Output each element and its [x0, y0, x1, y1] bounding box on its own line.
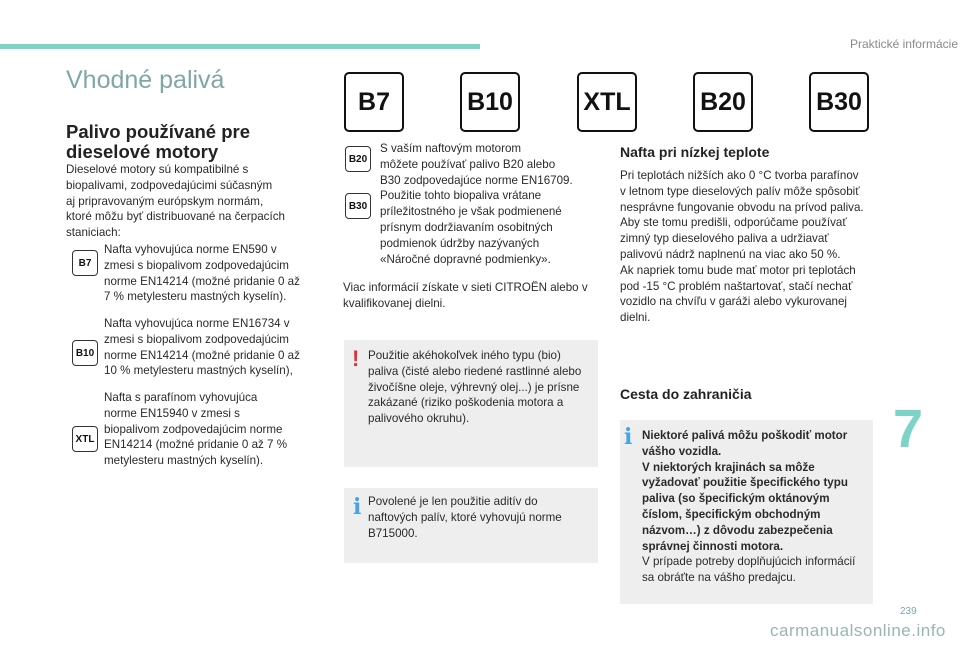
- badge-b10: B10: [72, 340, 98, 366]
- text-line: sa obráťte na vášho predajcu.: [642, 571, 796, 585]
- text-line: zimný typ dieselového paliva a udržiavať: [620, 232, 829, 246]
- info-icon: i: [624, 424, 633, 450]
- text-line: Dieselové motory sú kompatibilné s: [66, 163, 249, 176]
- text-line: zmesi s biopalivom zodpovedajúcim: [104, 258, 289, 272]
- fuel-item-b10: [104, 316, 319, 379]
- text-line: Ak napriek tomu bude mať motor pri teplotách: [620, 263, 856, 277]
- text-line: B715000.: [368, 526, 418, 540]
- text-line: Pri teplotách nižších ako 0 °C tvorba parafínov: [620, 169, 859, 182]
- text-line: zmesi s biopalivom zodpovedajúcim: [104, 332, 289, 346]
- text-line: paliva (čisté alebo riedené rastlinné alebo: [368, 364, 582, 378]
- text-line: nesprávne fungovanie obvodu na prívod paliva.: [620, 200, 864, 214]
- text-line: norme EN15940 v zmesi s: [104, 406, 240, 420]
- diesel-heading: [66, 122, 250, 162]
- text-line: metylesteru mastných kyselín).: [104, 454, 264, 468]
- text-line: B30 zodpovedajúce norme EN16709.: [380, 173, 573, 187]
- text-line: V prípade potreby doplňujúcich informácií: [642, 555, 856, 569]
- text-line: kvalifikovanej dielni.: [343, 296, 446, 310]
- text-line: prísnym dodržiavaním osobitných: [380, 220, 553, 234]
- text-line: Nafta vyhovujúca norme EN590 v: [104, 243, 277, 256]
- page-title: Vhodné palivá: [66, 66, 225, 94]
- badge-b30: B30: [345, 193, 371, 219]
- text-line: V niektorých krajinách sa môže: [642, 460, 815, 474]
- text-line: 7 % metylesteru mastných kyselín).: [104, 290, 287, 304]
- text-line: ktoré môžu byť distribuované na čerpacích: [66, 210, 285, 224]
- text-line: norme EN14214 (možné pridanie 0 až: [104, 348, 300, 362]
- text-line: vyžadovať použitie špecifického typu: [642, 476, 848, 490]
- text-line: zakázané (riziko poškodenia motora a: [368, 396, 564, 410]
- text-line: Nafta s parafínom vyhovujúca: [104, 391, 258, 404]
- text-line: príležitostného je však podmienené: [380, 205, 562, 219]
- badge-b30-large: B30: [809, 72, 869, 132]
- text-line: biopalivom zodpovedajúcim norme: [104, 422, 283, 436]
- abroad-info-note: [620, 420, 873, 604]
- low-temp-text: [620, 168, 880, 326]
- fuel-item-b7: [104, 242, 319, 305]
- text-line: podmienok údržby nazývaných: [380, 236, 540, 250]
- text-line: 10 % metylesteru mastných kyselín),: [104, 364, 293, 378]
- badge-xtl: XTL: [72, 426, 98, 452]
- warning-note: [344, 340, 598, 467]
- text-line: názvom…) z dôvodu zabezpečenia: [642, 523, 833, 537]
- text-line: Niektoré palivá môžu poškodiť motor: [642, 429, 848, 442]
- text-line: Použitie tohto biopaliva vrátane: [380, 189, 542, 203]
- diesel-heading-line2: dieselové motory: [66, 141, 219, 162]
- info-note: [344, 488, 598, 563]
- text-line: vozidlo na chvíľu v garáži alebo vykurovanej: [620, 295, 848, 309]
- text-line: živočíšne oleje, výhrevný olej...) je prísne: [368, 380, 580, 394]
- badge-b7-large: B7: [344, 72, 404, 132]
- text-line: vášho vozidla.: [642, 444, 722, 458]
- text-line: paliva (so špecifickým oktánovým: [642, 492, 830, 506]
- text-line: Povolené je len použitie aditív do: [368, 495, 538, 508]
- text-line: v letnom type dieselových palív môže spôsobiť: [620, 184, 860, 198]
- text-line: «Náročné dopravné podmienky».: [380, 252, 551, 266]
- text-line: Použitie akéhokoľvek iného typu (bio): [368, 349, 561, 362]
- text-line: norme EN14214 (možné pridanie 0 až: [104, 274, 300, 288]
- text-line: Aby ste tomu predišli, odporúčame používať: [620, 216, 847, 230]
- text-line: pod -15 °C problém naštartovať, stačí nechať: [620, 279, 853, 293]
- abroad-heading: Cesta do zahraničia: [620, 386, 752, 402]
- text-line: EN14214 (možné pridanie 0 až 7 %: [104, 438, 288, 452]
- abroad-info-text: [642, 428, 870, 586]
- low-temp-heading: Nafta pri nízkej teplote: [620, 144, 770, 160]
- chapter-number: 7: [893, 399, 924, 459]
- text-line: číslom, špecifickým obchodným: [642, 507, 821, 521]
- text-line: aj pripravovaným európskym normám,: [66, 194, 264, 208]
- text-line: naftových palív, ktoré vyhovujú norme: [368, 510, 562, 524]
- badge-b7: B7: [72, 250, 98, 276]
- warning-icon: !: [352, 346, 360, 371]
- text-line: môžete používať palivo B20 alebo: [380, 157, 556, 171]
- watermark: carmanualsonline.info: [770, 621, 946, 640]
- diesel-heading-line1: Palivo používané pre: [66, 121, 251, 142]
- text-line: palivového okruhu).: [368, 412, 470, 426]
- badge-b20: B20: [345, 146, 371, 172]
- badge-xtl-large: XTL: [577, 72, 637, 132]
- diesel-intro: [66, 162, 316, 241]
- section-title: Praktické informácie: [849, 37, 958, 51]
- info-text: [368, 494, 593, 541]
- b20-b30-text: [380, 141, 600, 267]
- fuel-item-xtl: [104, 390, 319, 469]
- text-line: biopalivami, zodpovedajúcimi súčasným: [66, 178, 273, 192]
- info-icon: i: [353, 494, 362, 520]
- warning-text: [368, 348, 593, 427]
- text-line: dielni.: [620, 311, 651, 325]
- citroen-info-text: [343, 280, 603, 312]
- badge-b20-large: B20: [693, 72, 753, 132]
- text-line: palivovú nádrž naplnenú na viac ako 50 %.: [620, 247, 841, 261]
- header-accent-bar: [0, 44, 480, 49]
- text-line: Viac informácií získate v sieti CITROËN alebo v: [343, 281, 588, 294]
- text-line: Nafta vyhovujúca norme EN16734 v: [104, 317, 290, 330]
- text-line: správnej činnosti motora.: [642, 539, 784, 553]
- text-line: staniciach:: [66, 226, 121, 240]
- text-line: S vaším naftovým motorom: [380, 142, 522, 155]
- page-number: 239: [900, 606, 917, 617]
- badge-b10-large: B10: [460, 72, 520, 132]
